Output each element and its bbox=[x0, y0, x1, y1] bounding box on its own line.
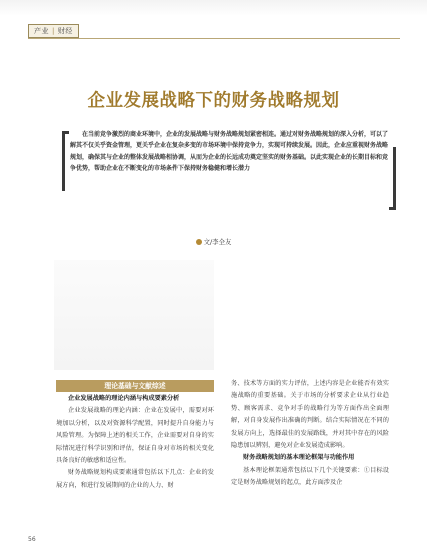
author-name: 文/李全友 bbox=[203, 238, 232, 246]
section-tag bbox=[28, 24, 79, 38]
right-subheading: 财务战略规划的基本理论框架与功能作用 bbox=[243, 454, 355, 462]
abstract-left-bracket bbox=[62, 131, 65, 191]
left-column bbox=[56, 380, 214, 492]
section-tag-separator: | bbox=[52, 27, 55, 35]
abstract-box bbox=[70, 129, 388, 210]
section-banner: 理论基础与文献综述 bbox=[56, 380, 214, 392]
author-line bbox=[0, 237, 427, 246]
abstract-right-bracket bbox=[393, 147, 396, 209]
abstract-left-bracket-cap bbox=[62, 131, 69, 134]
right-paragraph-2: 基本理论框架通常包括以下几个关键要素：①目标设定是财务战略规划的起点，此方面涉及企 bbox=[231, 466, 389, 487]
right-paragraph-1: 务、技术等方面的实力评估，上述内容是企业能否有效实施战略的重要基础。关于市场的分析要求企业从行业趋势、顾客需求、竞争对手的战略行为等方面作出全面理解，对自身发展作出准确的判断。结合实际情况在不同的发展方向上，选择最佳的发展路线，并对其中存在的风险隐患加以辨别，避免对企业发展造成影响。 bbox=[231, 380, 389, 450]
left-subheading: 企业发展战略的理论内涵与构成要素分析 bbox=[68, 395, 180, 402]
page-number: 56 bbox=[28, 536, 36, 543]
section-tag-finance: 财经 bbox=[57, 27, 73, 35]
author-bullet-icon bbox=[196, 239, 202, 245]
left-paragraph-1: 企业发展战略的理论内涵：企业在发展中，需要对环境加以分析，以及对资源科学配置，同时提升自身能力与风险管理。为保障上述的相关工作，企业需要对自身的实际情况进行科学识别和评估，保证自身对市场的相关变化具备良好的敏感和适应性。 bbox=[56, 407, 214, 465]
article-title: 企业发展战略下的财务战略规划 bbox=[87, 91, 340, 111]
article-abstract: 在当前竞争激烈的商业环境中，企业的发展战略与财务战略规划紧密相连。通过对财务战略规划的深入分析，可以了解其不仅关乎资金管理，更关乎企业在复杂多变的市场环境中保持竞争力，实现可持续发展。因此，企业应重视财务战略规划，确保其与企业的整体发展战略相协调，从而为企业的长远成功奠定坚实的财务基础。以此实现企业的长期目标和竞争优势，帮助企业在不断变化的市场条件下保持财务稳健和增长潜力 bbox=[70, 131, 389, 172]
section-tag-industry: 产业 bbox=[34, 27, 49, 35]
header-rule bbox=[28, 38, 400, 39]
left-paragraph-2: 财务战略规划构成要素通常包括以下几点：企业的发展方向，和进行发展期间的企业的人力、财 bbox=[56, 469, 214, 489]
page-top-band bbox=[0, 0, 427, 16]
abstract-right-bracket-cap bbox=[389, 207, 396, 210]
blank-figure-area bbox=[54, 260, 214, 370]
right-column bbox=[231, 378, 389, 490]
